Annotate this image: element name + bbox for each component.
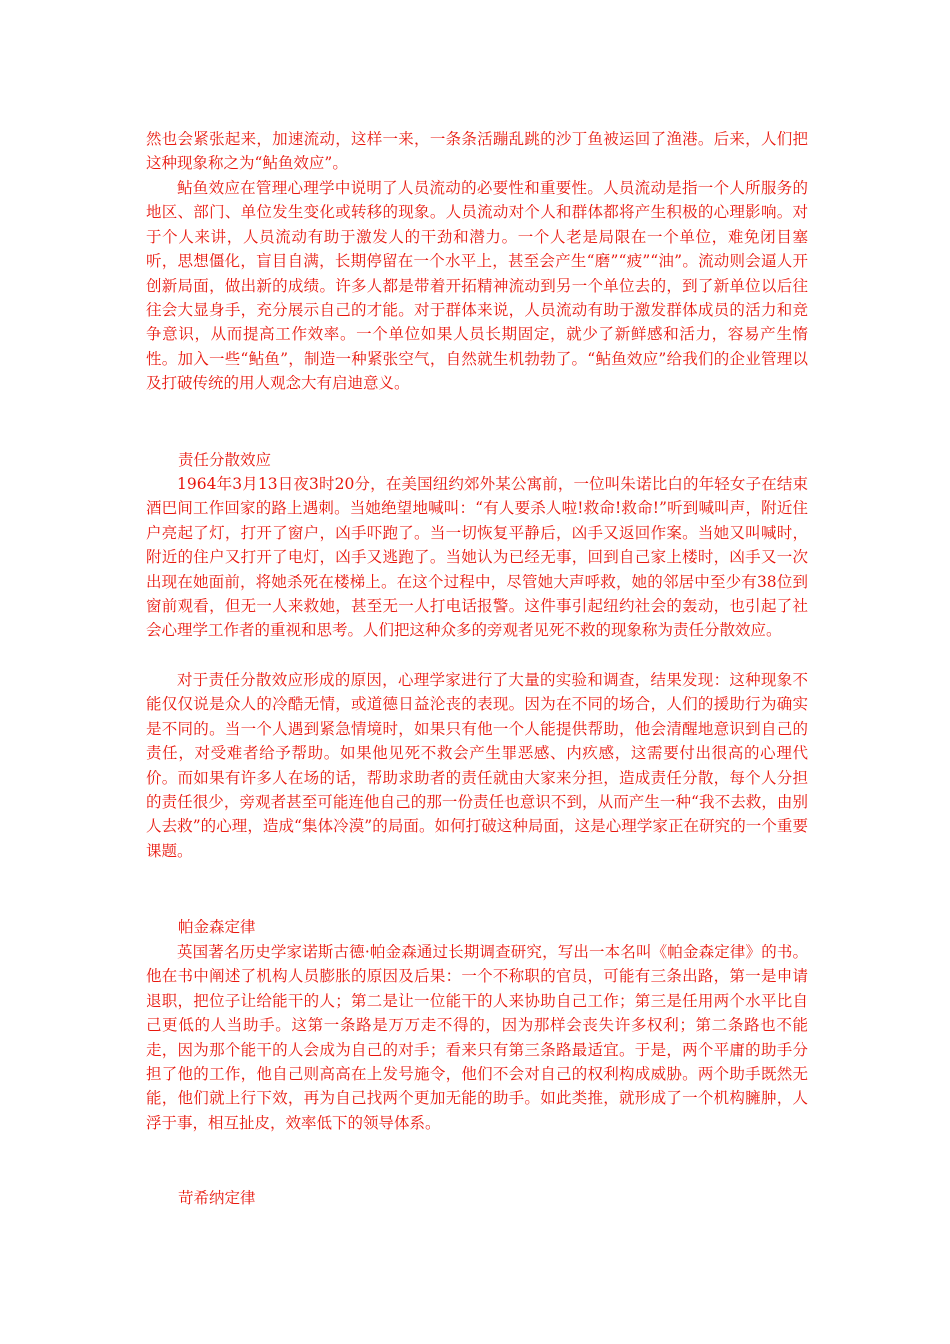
paragraph-responsibility-story: 1964年3月13日夜3时20分，在美国纽约郊外某公寓前，一位叫朱诺比白的年轻女子在结束酒巴间工作回家的路上遇刺。当她绝望地喊叫：“有人要杀人啦!救命!救命!”听到喊叫声，附近住户亮起了灯，打开了窗户，凶手吓跑了。当一切恢复平静后，凶手又返回作案。当她又叫喊时，附近的住户又打开了电灯，凶手又逃跑了。当她认为已经无事，回到自己家上楼时，凶手又一次出现在她面前，将她杀死在楼梯上。在这个过程中，尽管她大声呼救，她的邻居中至少有38位到窗前观看，但无一人来救她，甚至无一人打电话报警。这件事引起纽约社会的轰动，也引起了社会心理学工作者的重视和思考。人们把这种众多的旁观者见死不救的现象称为责任分散效应。 xyxy=(146,475,808,640)
heading-kosiner-law: 苛希纳定律 xyxy=(178,1189,256,1207)
paragraph-responsibility-cause: 对于责任分散效应形成的原因，心理学家进行了大量的实验和调查，结果发现：这种现象不能仅仅说是众人的冷酷无情，或道德日益沦丧的表现。因为在不同的场合，人们的援助行为确实是不同的。当一个人遇到紧急情境时，如果只有他一个人能提供帮助，他会清醒地意识到自己的责任，对受难者给予帮助。如果他见死不救会产生罪恶感、内疚感，这需要付出很高的心理代价。而如果有许多人在场的话，帮助求助者的责任就由大家来分担，造成责任分散，每个人分担的责任很少，旁观者甚至可能连他自己的那一份责任也意识不到，从而产生一种“我不去救，由别人去救”的心理，造成“集体冷漠”的局面。如何打破这种局面，这是心理学家正在研究的一个重要课题。 xyxy=(146,671,808,860)
paragraph-parkinson-law: 英国著名历史学家诺斯古德·帕金森通过长期调查研究，写出一本名叫《帕金森定律》的书。他在书中阐述了机构人员膨胀的原因及后果：一个不称职的官员，可能有三条出路，第一是申请退职，把位子让给能干的人；第二是让一位能干的人来协助自己工作；第三是任用两个水平比自己更低的人当助手。这第一条路是万万走不得的，因为那样会丧失许多权利；第二条路也不能走，因为那个能干的人会成为自己的对手；看来只有第三条路最适宜。于是，两个平庸的助手分担了他的工作，他自己则高高在上发号施令，他们不会对自己的权利构成威胁。两个助手既然无能，他们就上行下效，再为自己找两个更加无能的助手。如此类推，就形成了一个机构臃肿，人浮于事，相互扯皮，效率低下的领导体系。 xyxy=(146,943,808,1132)
paragraph-catfish-ending: 然也会紧张起来，加速流动，这样一来，一条条活蹦乱跳的沙丁鱼被运回了渔港。后来，人们把这种现象称之为“鲇鱼效应”。 xyxy=(146,130,808,173)
paragraph-catfish-effect: 鲇鱼效应在管理心理学中说明了人员流动的必要性和重要性。人员流动是指一个人所服务的地区、部门、单位发生变化或转移的现象。人员流动对个人和群体都将产生积极的心理影响。对于个人来讲，人员流动有助于激发人的干劲和潜力。一个人老是局限在一个单位，难免闭目塞听，思想僵化，盲目自满，长期停留在一个水平上，甚至会产生“磨”“疲”“油”。流动则会逼人开创新局面，做出新的成绩。许多人都是带着开拓精神流动到另一个单位去的，到了新单位以后往往会大显身手，充分展示自己的才能。对于群体来说，人员流动有助于激发群体成员的活力和竞争意识，从而提高工作效率。一个单位如果人员长期固定，就少了新鲜感和活力，容易产生惰性。加入一些“鲇鱼”，制造一种紧张空气，自然就生机勃勃了。“鲇鱼效应”给我们的企业管理以及打破传统的用人观念大有启迪意义。 xyxy=(146,179,808,393)
heading-parkinson-law: 帕金森定律 xyxy=(178,918,256,936)
heading-responsibility-diffusion: 责任分散效应 xyxy=(178,451,272,469)
